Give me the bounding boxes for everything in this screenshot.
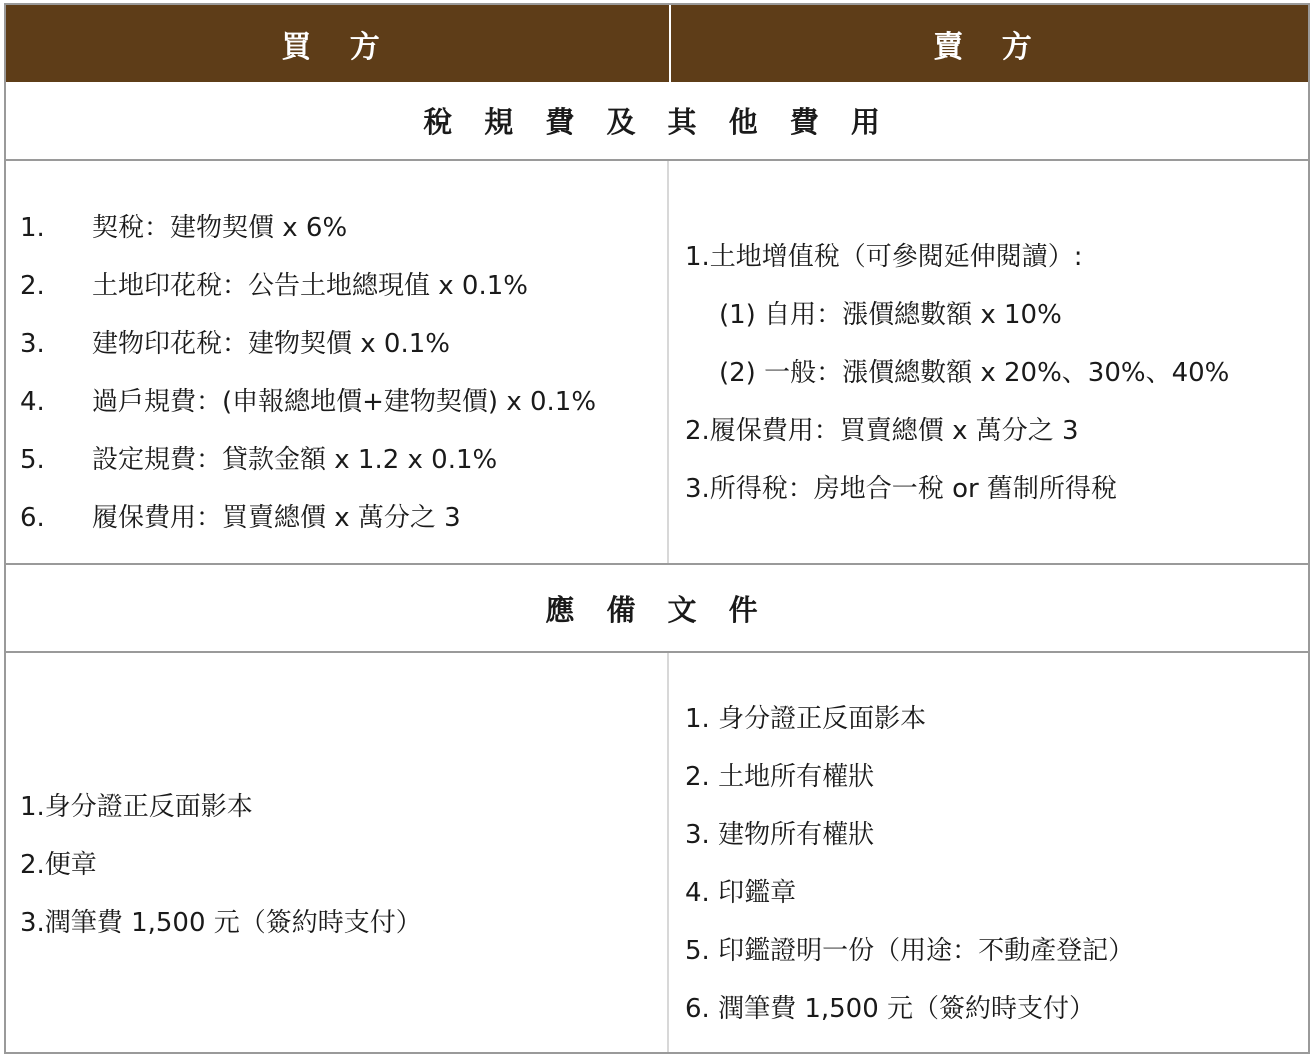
list-item: 5. 設定規費：貸款金額 x 1.2 x 0.1% [20, 445, 498, 475]
list-item: 2. 土地所有權狀 [685, 762, 875, 792]
list-item: 1.身分證正反面影本 [20, 792, 253, 822]
fee-table [4, 3, 1310, 1054]
list-item: 6. 潤筆費 1,500 元（簽約時支付） [685, 994, 1096, 1024]
list-item: 2.履保費用：買賣總價 x 萬分之 3 [685, 416, 1079, 446]
list-item: 1. 身分證正反面影本 [685, 704, 927, 734]
list-item: 6. 履保費用：買賣總價 x 萬分之 3 [20, 503, 461, 533]
buyer-documents [6, 653, 669, 1052]
list-item: 3.所得稅：房地合一稅 or 舊制所得稅 [685, 474, 1117, 504]
list-item: 3.潤筆費 1,500 元（簽約時支付） [20, 908, 422, 938]
list-item: (1) 自用：漲價總數額 x 10% [719, 300, 1062, 330]
list-item: 1. 契稅：建物契價 x 6% [20, 213, 348, 243]
list-item: 2. 土地印花稅：公告土地總現值 x 0.1% [20, 271, 528, 301]
seller-header: 賣 方 [933, 29, 1046, 65]
section-title-documents: 應 備 文 件 [6, 565, 1308, 653]
seller-fees [669, 161, 1308, 563]
list-item: 4. 過戶規費：(申報總地價+建物契價) x 0.1% [20, 387, 597, 417]
list-item: 5. 印鑑證明一份（用途：不動產登記） [685, 936, 1135, 966]
section-title-fees: 稅 規 費 及 其 他 費 用 [6, 82, 1308, 161]
list-item: (2) 一般：漲價總數額 x 20%、30%、40% [719, 358, 1230, 388]
fees-row [6, 161, 1308, 565]
list-item: 3. 建物印花稅：建物契價 x 0.1% [20, 329, 450, 359]
list-item: 1.土地增值稅（可參閱延伸閱讀）: [685, 242, 1083, 272]
buyer-fees [6, 161, 669, 563]
list-item: 4. 印鑑章 [685, 878, 797, 908]
list-item: 3. 建物所有權狀 [685, 820, 875, 850]
buyer-header: 買 方 [6, 5, 671, 82]
table-header [6, 5, 1308, 82]
seller-documents [669, 653, 1308, 1052]
documents-row [6, 653, 1308, 1052]
list-item: 2.便章 [20, 850, 97, 880]
